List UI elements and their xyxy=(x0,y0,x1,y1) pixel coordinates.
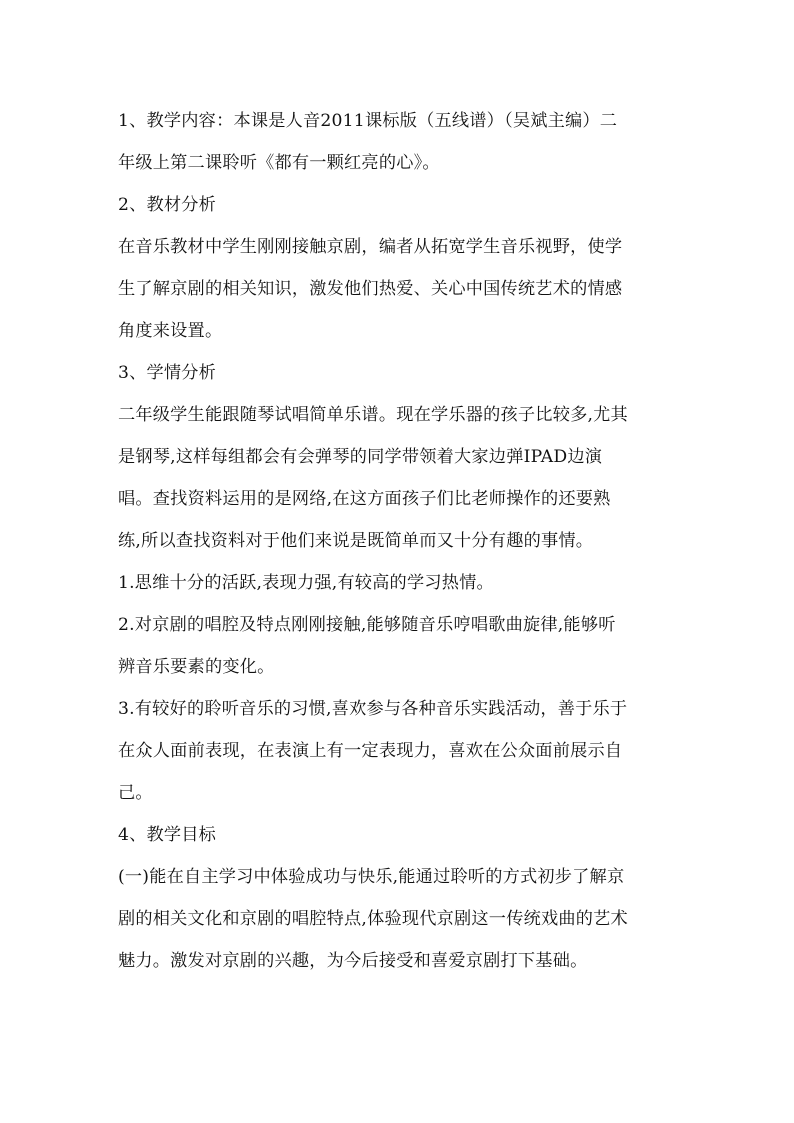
section-heading: 2、教材分析 xyxy=(118,195,217,215)
text-line: 唱。查找资料运用的是网络,在这方面孩子们比老师操作的还要熟 xyxy=(118,489,611,509)
list-item: 2.对京剧的唱腔及特点刚刚接触,能够随音乐哼唱歌曲旋律,能够听 xyxy=(118,615,616,635)
text-line: 在众人面前表现，在表演上有一定表现力，喜欢在公众面前展示自 xyxy=(118,741,623,761)
section-heading: 4、教学目标 xyxy=(118,825,217,845)
list-item: (一)能在自主学习中体验成功与快乐,能通过聆听的方式初步了解京 xyxy=(118,867,625,887)
text-line: 剧的相关文化和京剧的唱腔特点,体验现代京剧这一传统戏曲的艺术 xyxy=(118,909,628,929)
text-line: 二年级学生能跟随琴试唱简单乐谱。现在学乐器的孩子比较多,尤其 xyxy=(118,405,628,425)
section-heading: 3、学情分析 xyxy=(118,363,217,383)
text-line: 辨音乐要素的变化。 xyxy=(118,657,275,677)
text-line: 魅力。激发对京剧的兴趣，为今后接受和喜爱京剧打下基础。 xyxy=(118,951,588,971)
text-line: 年级上第二课聆听《都有一颗红亮的心》。 xyxy=(118,153,440,173)
text-line: 是钢琴,这样每组都会有会弹琴的同学带领着大家边弹IPAD边演 xyxy=(118,447,603,467)
text-line: 练,所以查找资料对于他们来说是既简单而又十分有趣的事情。 xyxy=(118,531,594,551)
document-body xyxy=(118,100,682,982)
list-item: 1.思维十分的活跃,表现力强,有较高的学习热情。 xyxy=(118,573,494,593)
text-line: 角度来设置。 xyxy=(118,321,223,341)
text-line: 在音乐教材中学生刚刚接触京剧，编者从拓宽学生音乐视野，使学 xyxy=(118,237,623,257)
text-line: 生了解京剧的相关知识，激发他们热爱、关心中国传统艺术的情感 xyxy=(118,279,623,299)
list-item: 3.有较好的聆听音乐的习惯,喜欢参与各种音乐实践活动，善于乐于 xyxy=(118,699,628,719)
text-line: 己。 xyxy=(118,783,153,803)
text-line: 1、教学内容：本课是人音2011课标版（五线谱）（吴斌主编）二 xyxy=(118,111,618,131)
